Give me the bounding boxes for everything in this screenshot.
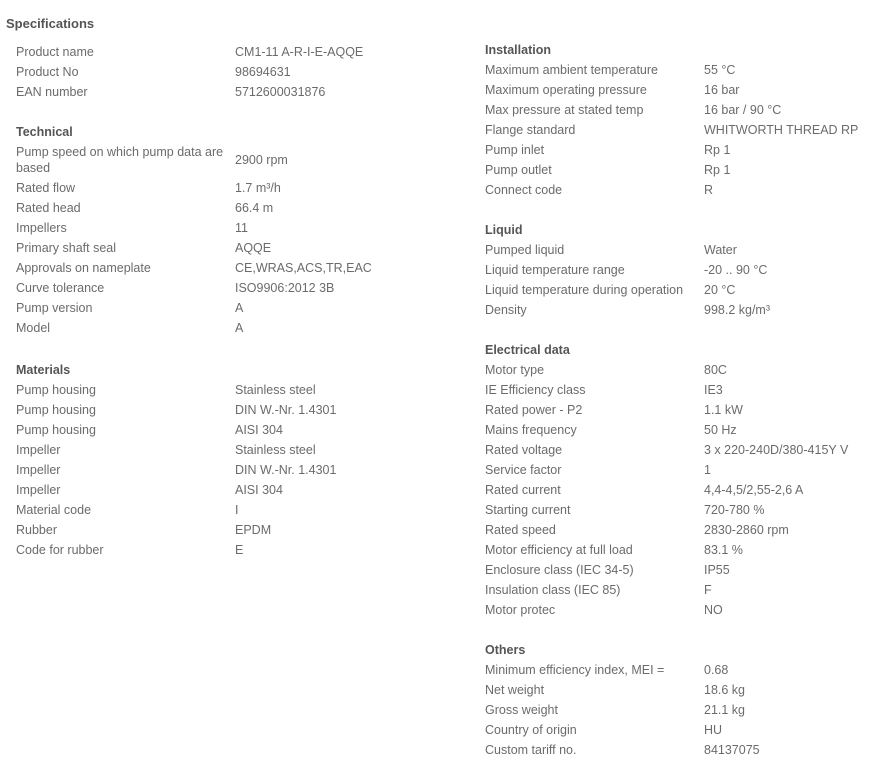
spec-value: 50 Hz bbox=[704, 423, 737, 437]
spec-label: Material code bbox=[16, 503, 92, 517]
spec-label: Flange standard bbox=[485, 123, 576, 137]
spec-value: Rp 1 bbox=[704, 143, 731, 157]
spec-row bbox=[485, 140, 870, 160]
spec-label: Rubber bbox=[16, 523, 57, 537]
spec-value: 4,4-4,5/2,55-2,6 A bbox=[704, 483, 804, 497]
spec-row bbox=[485, 360, 870, 380]
spec-value: A bbox=[235, 321, 244, 335]
spec-value: DIN W.-Nr. 1.4301 bbox=[235, 463, 337, 477]
section-materials bbox=[16, 360, 456, 560]
spec-label: Connect code bbox=[485, 183, 563, 197]
spec-row bbox=[485, 520, 870, 540]
spec-value: 2900 rpm bbox=[235, 153, 288, 167]
spec-value: 20 °C bbox=[704, 283, 736, 297]
section-title: Materials bbox=[16, 363, 71, 377]
spec-row bbox=[16, 480, 456, 500]
spec-label: Motor protec bbox=[485, 603, 556, 617]
spec-value: NO bbox=[704, 603, 723, 617]
spec-label: Rated current bbox=[485, 483, 561, 497]
spec-label: Approvals on nameplate bbox=[16, 261, 151, 275]
spec-label: Pump version bbox=[16, 301, 93, 315]
spec-value: 998.2 kg/m³ bbox=[704, 303, 771, 317]
section-title: Technical bbox=[16, 125, 73, 139]
spec-value: CM1-11 A-R-I-E-AQQE bbox=[235, 45, 364, 59]
spec-label: Mains frequency bbox=[485, 423, 577, 437]
spec-row bbox=[485, 160, 870, 180]
spec-value: 18.6 kg bbox=[704, 683, 746, 697]
spec-value: EPDM bbox=[235, 523, 272, 537]
spec-value: AISI 304 bbox=[235, 483, 283, 497]
spec-row bbox=[485, 740, 870, 760]
spec-row bbox=[485, 560, 870, 580]
spec-value: 1.7 m³/h bbox=[235, 181, 281, 195]
spec-value: 0.68 bbox=[704, 663, 729, 677]
section-title: Installation bbox=[485, 43, 551, 57]
spec-row bbox=[485, 480, 870, 500]
spec-label: Motor efficiency at full load bbox=[485, 543, 633, 557]
spec-value: 83.1 % bbox=[704, 543, 743, 557]
spec-label: Product No bbox=[16, 65, 79, 79]
spec-row bbox=[485, 420, 870, 440]
spec-label: Rated voltage bbox=[485, 443, 563, 457]
spec-row bbox=[16, 198, 456, 218]
spec-label: Insulation class (IEC 85) bbox=[485, 583, 621, 597]
spec-row bbox=[485, 80, 870, 100]
spec-label: Rated power - P2 bbox=[485, 403, 583, 417]
spec-label: Maximum ambient temperature bbox=[485, 63, 658, 77]
spec-row bbox=[16, 460, 456, 480]
spec-value: 80C bbox=[704, 363, 727, 377]
spec-label: Rated flow bbox=[16, 181, 76, 195]
spec-value: IE3 bbox=[704, 383, 723, 397]
spec-row bbox=[485, 100, 870, 120]
spec-row bbox=[485, 720, 870, 740]
spec-row bbox=[485, 120, 870, 140]
spec-value: AQQE bbox=[235, 241, 272, 255]
spec-row bbox=[16, 278, 456, 298]
section-title: Liquid bbox=[485, 223, 523, 237]
spec-row bbox=[16, 298, 456, 318]
spec-row bbox=[485, 240, 870, 260]
spec-label: Impellers bbox=[16, 221, 67, 235]
spec-row bbox=[485, 540, 870, 560]
spec-label: Model bbox=[16, 321, 51, 335]
spec-label: Service factor bbox=[485, 463, 562, 477]
spec-label: Curve tolerance bbox=[16, 281, 105, 295]
spec-value: DIN W.-Nr. 1.4301 bbox=[235, 403, 337, 417]
spec-label: Pump speed on which pump data are based bbox=[16, 145, 224, 175]
section-electrical-data bbox=[485, 340, 870, 620]
spec-value: R bbox=[704, 183, 714, 197]
spec-row bbox=[485, 380, 870, 400]
spec-value: Rp 1 bbox=[704, 163, 731, 177]
spec-value: -20 .. 90 °C bbox=[704, 263, 768, 277]
spec-row bbox=[16, 258, 456, 278]
spec-label: Maximum operating pressure bbox=[485, 83, 647, 97]
spec-label: Enclosure class (IEC 34-5) bbox=[485, 563, 634, 577]
spec-label: Rated speed bbox=[485, 523, 556, 537]
spec-label: Density bbox=[485, 303, 527, 317]
spec-label: Max pressure at stated temp bbox=[485, 103, 644, 117]
spec-label: Impeller bbox=[16, 483, 61, 497]
spec-value: WHITWORTH THREAD RP bbox=[704, 123, 859, 137]
spec-value: 5712600031876 bbox=[235, 85, 326, 99]
spec-label: Liquid temperature range bbox=[485, 263, 625, 277]
spec-row bbox=[485, 500, 870, 520]
spec-row bbox=[16, 42, 456, 62]
spec-row bbox=[485, 300, 870, 320]
section-liquid bbox=[485, 220, 870, 320]
spec-value: 66.4 m bbox=[235, 201, 274, 215]
spec-row bbox=[16, 238, 456, 258]
spec-value: 84137075 bbox=[704, 743, 760, 757]
spec-row bbox=[16, 218, 456, 238]
spec-row bbox=[485, 180, 870, 200]
spec-value: Stainless steel bbox=[235, 443, 316, 457]
page-title: Specifications bbox=[6, 16, 95, 31]
spec-label: Pumped liquid bbox=[485, 243, 565, 257]
spec-label: Impeller bbox=[16, 443, 61, 457]
spec-row bbox=[16, 62, 456, 82]
spec-row bbox=[16, 142, 456, 178]
spec-label: Net weight bbox=[485, 683, 545, 697]
spec-label: Product name bbox=[16, 45, 94, 59]
spec-value: IP55 bbox=[704, 563, 730, 577]
spec-value: 11 bbox=[235, 221, 248, 235]
spec-row bbox=[16, 440, 456, 460]
spec-value: 55 °C bbox=[704, 63, 736, 77]
spec-label: Gross weight bbox=[485, 703, 558, 717]
spec-value: AISI 304 bbox=[235, 423, 283, 437]
spec-label: Pump housing bbox=[16, 383, 96, 397]
spec-label: Motor type bbox=[485, 363, 545, 377]
spec-value: E bbox=[235, 543, 244, 557]
spec-row bbox=[16, 540, 456, 560]
spec-value: 21.1 kg bbox=[704, 703, 746, 717]
section-product bbox=[16, 42, 456, 102]
spec-value: I bbox=[235, 503, 239, 517]
spec-value: CE,WRAS,ACS,TR,EAC bbox=[235, 261, 372, 275]
spec-value: 2830-2860 rpm bbox=[704, 523, 789, 537]
spec-row bbox=[16, 82, 456, 102]
spec-label: Rated head bbox=[16, 201, 81, 215]
spec-label: Pump housing bbox=[16, 403, 96, 417]
spec-row bbox=[485, 460, 870, 480]
section-title: Others bbox=[485, 643, 526, 657]
spec-value: Water bbox=[704, 243, 737, 257]
spec-label: EAN number bbox=[16, 85, 88, 99]
spec-row bbox=[485, 260, 870, 280]
section-technical bbox=[16, 122, 456, 338]
spec-label: Code for rubber bbox=[16, 543, 104, 557]
spec-label: Pump inlet bbox=[485, 143, 545, 157]
section-others bbox=[485, 640, 870, 760]
spec-label: IE Efficiency class bbox=[485, 383, 586, 397]
spec-label: Country of origin bbox=[485, 723, 577, 737]
section-installation bbox=[485, 40, 870, 200]
spec-label: Liquid temperature during operation bbox=[485, 283, 684, 297]
spec-row bbox=[485, 280, 870, 300]
spec-value: Stainless steel bbox=[235, 383, 316, 397]
spec-row bbox=[485, 700, 870, 720]
spec-value: 1.1 kW bbox=[704, 403, 743, 417]
spec-row bbox=[485, 660, 870, 680]
spec-row bbox=[485, 400, 870, 420]
spec-row bbox=[16, 400, 456, 420]
spec-row bbox=[16, 420, 456, 440]
spec-value: 98694631 bbox=[235, 65, 291, 79]
spec-row bbox=[485, 600, 870, 620]
spec-row bbox=[485, 60, 870, 80]
spec-value: 720-780 % bbox=[704, 503, 765, 517]
spec-value: A bbox=[235, 301, 244, 315]
spec-value: 3 x 220-240D/380-415Y V bbox=[704, 443, 849, 457]
spec-value: F bbox=[704, 583, 712, 597]
spec-value: 1 bbox=[704, 463, 711, 477]
spec-label: Minimum efficiency index, MEI = bbox=[485, 663, 665, 677]
spec-row bbox=[16, 380, 456, 400]
spec-label: Pump housing bbox=[16, 423, 96, 437]
spec-label: Impeller bbox=[16, 463, 61, 477]
spec-label: Pump outlet bbox=[485, 163, 552, 177]
spec-row bbox=[485, 440, 870, 460]
spec-value: HU bbox=[704, 723, 723, 737]
section-title: Electrical data bbox=[485, 343, 570, 357]
spec-row bbox=[16, 520, 456, 540]
spec-row bbox=[485, 680, 870, 700]
spec-label: Starting current bbox=[485, 503, 571, 517]
spec-row bbox=[16, 318, 456, 338]
spec-label: Primary shaft seal bbox=[16, 241, 117, 255]
spec-row bbox=[16, 178, 456, 198]
spec-row bbox=[485, 580, 870, 600]
spec-label: Custom tariff no. bbox=[485, 743, 577, 757]
spec-value: 16 bar / 90 °C bbox=[704, 103, 782, 117]
spec-value: 16 bar bbox=[704, 83, 740, 97]
spec-value: ISO9906:2012 3B bbox=[235, 281, 335, 295]
spec-row bbox=[16, 500, 456, 520]
